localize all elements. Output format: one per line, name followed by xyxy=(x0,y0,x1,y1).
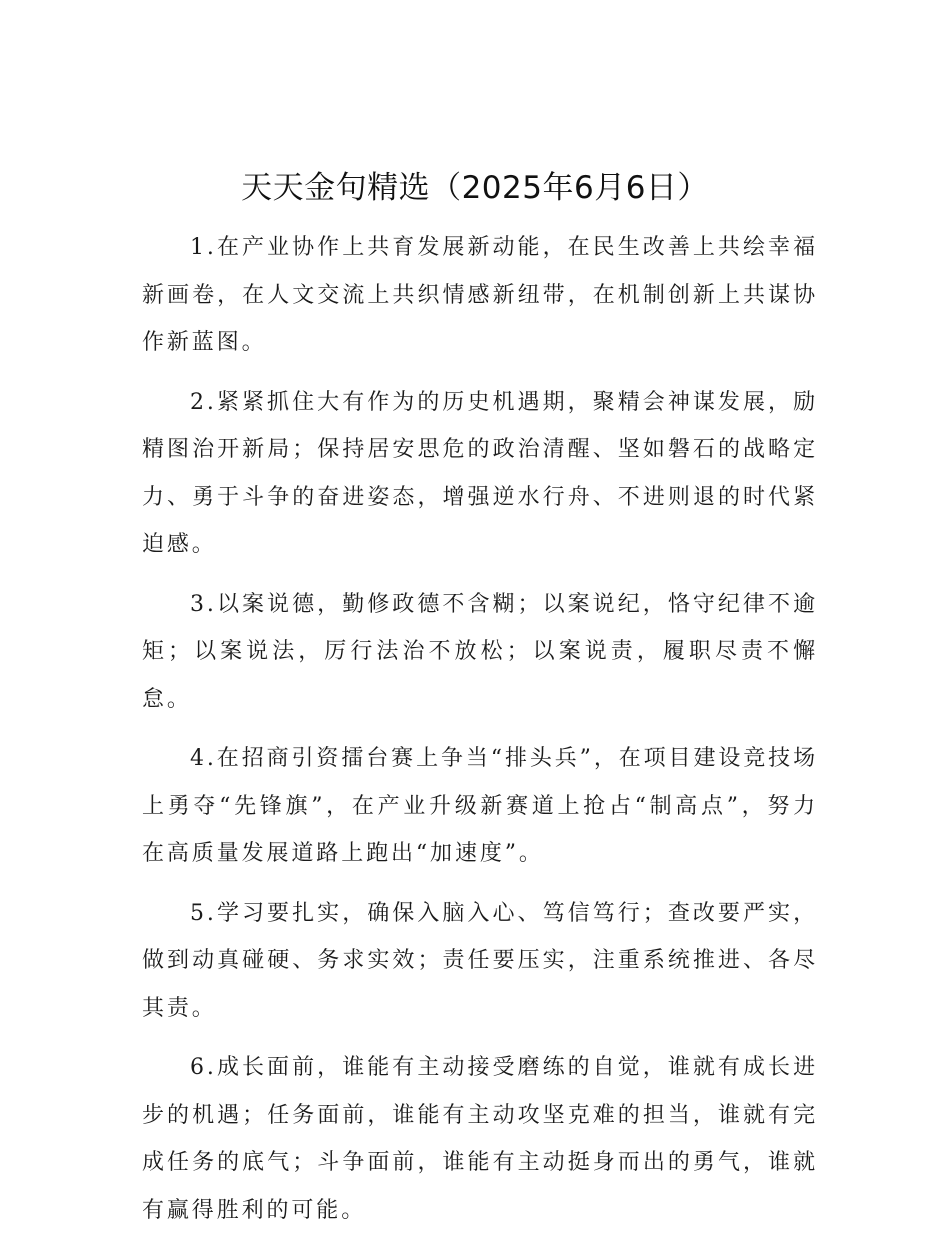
quote-paragraph-3: 3.以案说德，勤修政德不含糊；以案说纪，恪守纪律不逾矩；以案说法，厉行法治不放松；以案说责，履职尽责不懈怠。 xyxy=(142,591,818,712)
quote-paragraph-6: 6.成长面前，谁能有主动接受磨练的自觉，谁就有成长进步的机遇；任务面前，谁能有主动攻坚克难的担当，谁就有完成任务的底气；斗争面前，谁能有主动挺身而出的勇气，谁就有赢得胜利的可能。 xyxy=(142,1055,818,1223)
quote-paragraph-1: 1.在产业协作上共育发展新动能，在民生改善上共绘幸福新画卷，在人文交流上共织情感新纽带，在机制创新上共谋协作新蓝图。 xyxy=(142,235,818,355)
document-body xyxy=(142,224,818,1246)
quote-paragraph-2: 2.紧紧抓住大有作为的历史机遇期，聚精会神谋发展，励精图治开新局；保持居安思危的政治清醒、坚如磐石的战略定力、勇于斗争的奋进姿态，增强逆水行舟、不进则退的时代紧迫感。 xyxy=(142,389,818,557)
quote-paragraph-5: 5.学习要扎实，确保入脑入心、笃信笃行；查改要严实，做到动真碰硬、务求实效；责任要压实，注重系统推进、各尽其责。 xyxy=(142,900,818,1021)
page-title: 天天金句精选（2025年6月6日） xyxy=(241,170,709,206)
quote-paragraph-4: 4.在招商引资擂台赛上争当“排头兵”，在项目建设竞技场上勇夺“先锋旗”，在产业升级新赛道上抢占“制高点”，努力在高质量发展道路上跑出“加速度”。 xyxy=(142,746,818,866)
